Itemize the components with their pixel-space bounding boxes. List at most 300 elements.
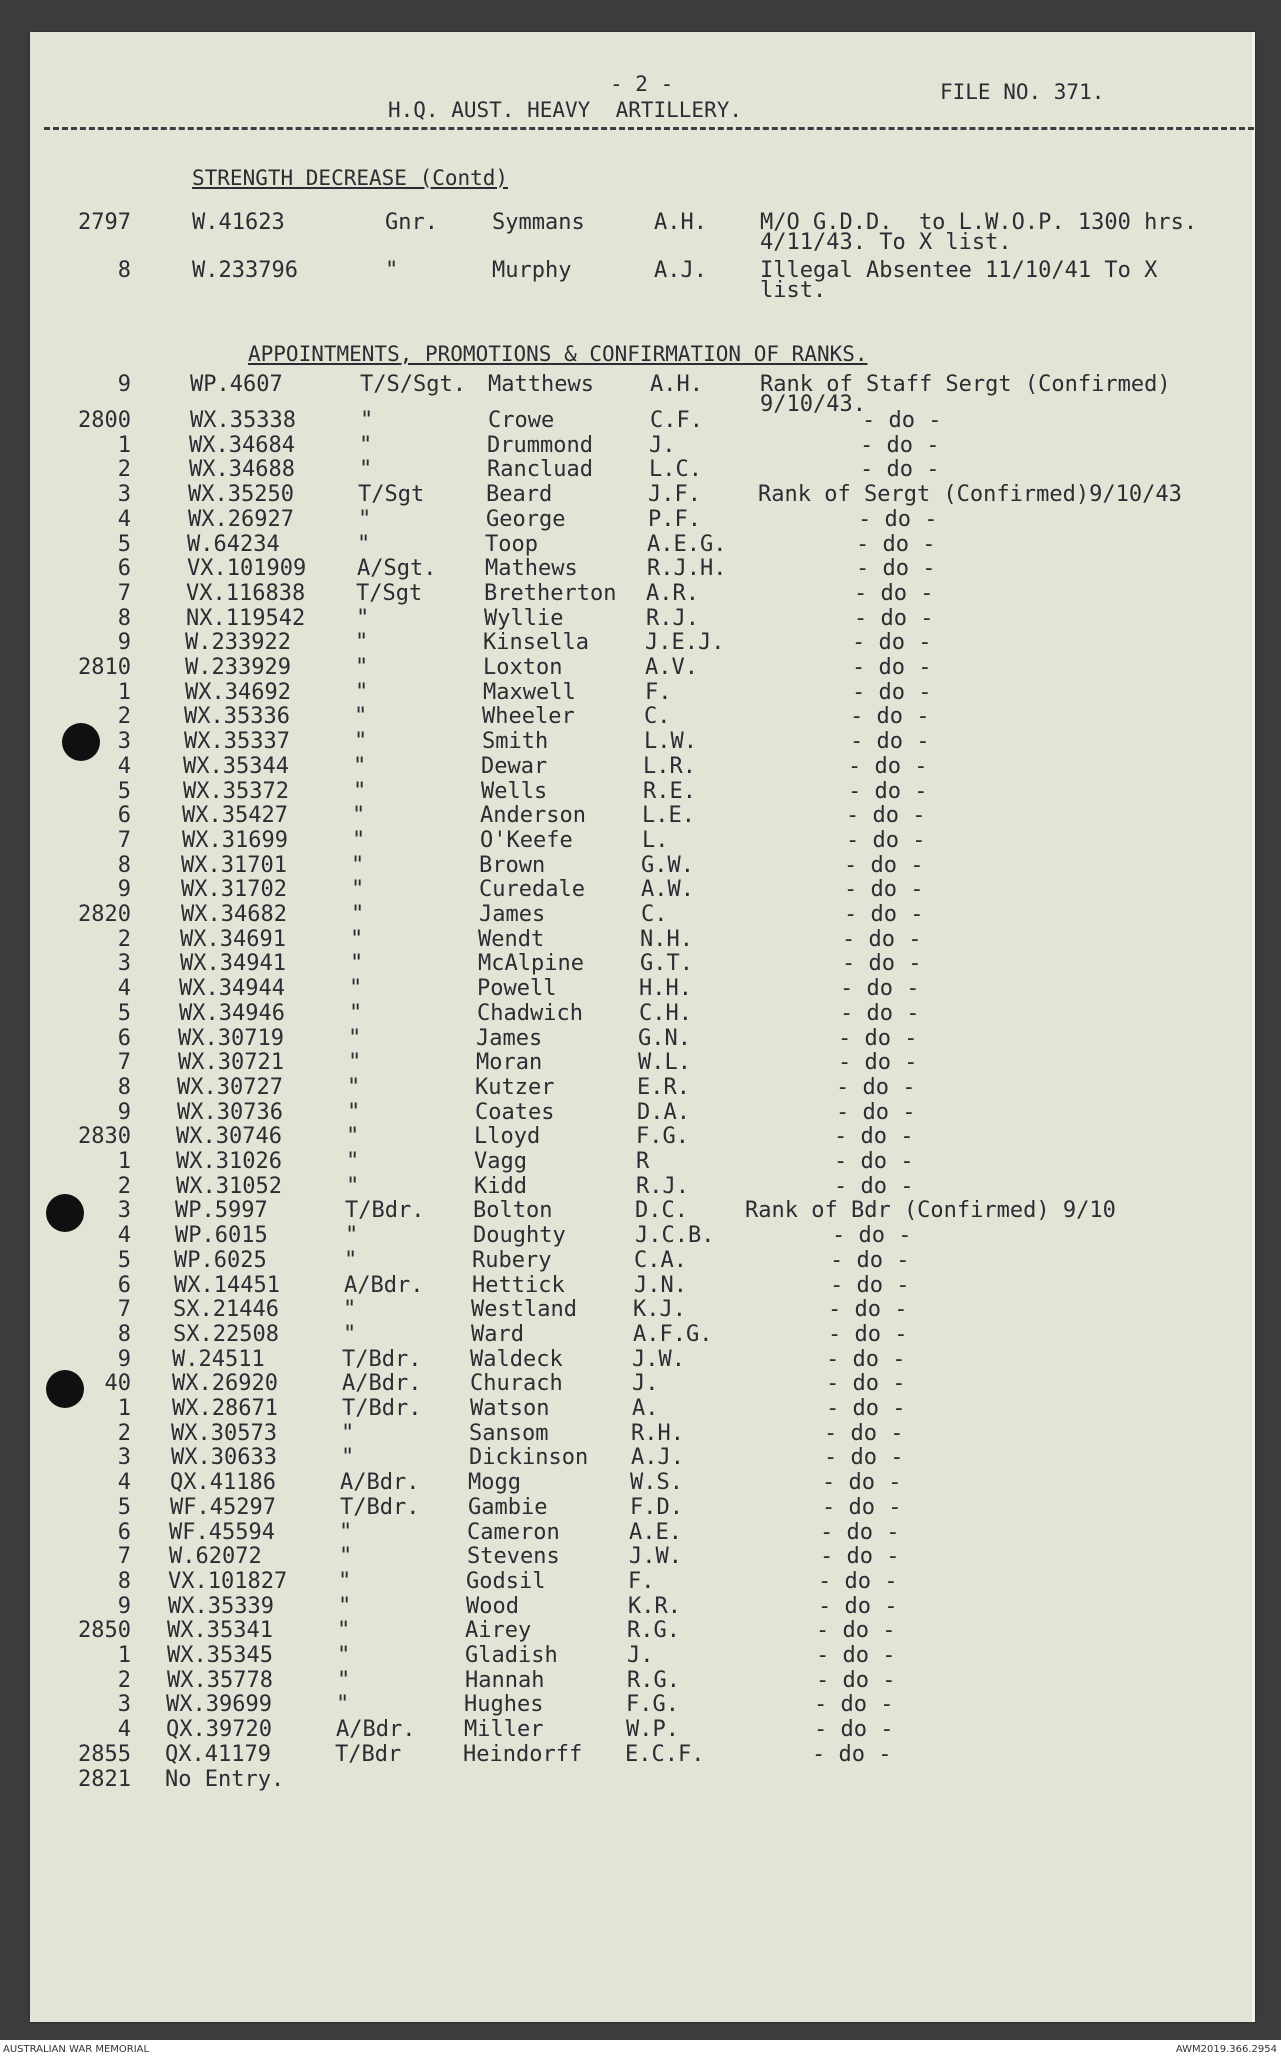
rank: " bbox=[344, 1248, 358, 1273]
serial-number: 1 bbox=[117, 1396, 131, 1421]
surname: Maxwell bbox=[483, 680, 576, 705]
surname: Powell bbox=[477, 976, 557, 1001]
ditto-mark: - do - bbox=[826, 1347, 906, 1372]
ditto-mark: - do - bbox=[830, 1248, 910, 1273]
ditto-mark: - do - bbox=[856, 532, 936, 557]
service-number: WX.35372 bbox=[183, 779, 289, 804]
service-number: WX.31702 bbox=[181, 877, 287, 902]
ditto-mark: - do - bbox=[854, 581, 934, 606]
initials: W.P. bbox=[626, 1717, 679, 1742]
ditto-mark: - do - bbox=[848, 779, 928, 804]
surname: Dickinson bbox=[469, 1445, 589, 1470]
appointment-row bbox=[30, 1174, 1252, 1199]
ditto-mark: - do - bbox=[818, 1569, 898, 1594]
rank: T/Bdr. bbox=[345, 1198, 425, 1223]
rank: " bbox=[353, 754, 367, 779]
serial-number: 8 bbox=[117, 1569, 131, 1594]
ditto-mark: - do - bbox=[816, 1668, 896, 1693]
surname: O'Keefe bbox=[480, 828, 573, 853]
service-number: WX.14451 bbox=[174, 1273, 280, 1298]
initials: J.N. bbox=[634, 1273, 687, 1298]
appointment-row bbox=[30, 1297, 1252, 1322]
serial-number: 3 bbox=[117, 729, 131, 754]
footer-archive: AUSTRALIAN WAR MEMORIAL bbox=[3, 2044, 150, 2055]
initials: F.G. bbox=[636, 1124, 689, 1149]
appointment-row bbox=[30, 1124, 1252, 1149]
surname: Crowe bbox=[488, 408, 555, 433]
surname: Godsil bbox=[466, 1569, 546, 1594]
serial-number: 8 bbox=[117, 1322, 131, 1347]
appointment-row bbox=[30, 803, 1252, 828]
initials: G.W. bbox=[641, 853, 694, 878]
service-number: VX.101827 bbox=[168, 1569, 288, 1594]
serial-number: 2 bbox=[117, 1668, 131, 1693]
initials: A.V. bbox=[645, 655, 698, 680]
appointment-row bbox=[30, 1273, 1252, 1298]
initials: F.G. bbox=[626, 1692, 679, 1717]
appointment-row bbox=[30, 630, 1252, 655]
appointment-row bbox=[30, 1322, 1252, 1347]
service-number: W.233922 bbox=[185, 630, 291, 655]
service-number: WX.26927 bbox=[188, 507, 294, 532]
serial-number: 7 bbox=[117, 1050, 131, 1075]
rank: " bbox=[337, 1668, 351, 1693]
surname: James bbox=[479, 902, 546, 927]
surname: Wendt bbox=[478, 927, 545, 952]
surname: Ward bbox=[471, 1322, 524, 1347]
ditto-mark: - do - bbox=[826, 1396, 906, 1421]
appointment-row bbox=[30, 408, 1252, 433]
appointment-row bbox=[30, 1026, 1252, 1051]
unit-title: H.Q. AUST. HEAVY ARTILLERY. bbox=[388, 98, 743, 122]
rank: " bbox=[359, 457, 373, 482]
service-number: WX.30633 bbox=[171, 1445, 277, 1470]
ditto-mark: - do - bbox=[822, 1470, 902, 1495]
appointment-row bbox=[30, 581, 1252, 606]
initials: A.F.G. bbox=[633, 1322, 713, 1347]
initials: C.H. bbox=[639, 1001, 692, 1026]
rank: A/Sgt. bbox=[357, 556, 437, 581]
service-number: WX.35337 bbox=[184, 729, 290, 754]
service-number: WX.30721 bbox=[178, 1050, 284, 1075]
appointment-row bbox=[30, 1668, 1252, 1693]
rank: " bbox=[353, 779, 367, 804]
serial-number: 9 bbox=[117, 1100, 131, 1125]
section-appointments: APPOINTMENTS, PROMOTIONS & CONFIRMATION OF RANKS. bbox=[248, 342, 868, 366]
initials: C.F. bbox=[650, 408, 703, 433]
service-number: W.64234 bbox=[187, 532, 280, 557]
serial-number: 2 bbox=[117, 704, 131, 729]
rank: " bbox=[385, 258, 399, 283]
service-number: WX.35344 bbox=[183, 754, 289, 779]
serial-number: 4 bbox=[117, 1223, 131, 1248]
appointment-row bbox=[30, 1692, 1252, 1717]
service-number: NX.119542 bbox=[186, 606, 306, 631]
ditto-mark: - do - bbox=[850, 729, 930, 754]
appointment-row bbox=[30, 1396, 1252, 1421]
service-number: SX.21446 bbox=[173, 1297, 279, 1322]
rank: " bbox=[357, 532, 371, 557]
initials: A.W. bbox=[641, 877, 694, 902]
remark-continued: 4/11/43. To X list. bbox=[760, 230, 1012, 255]
appointment-row bbox=[30, 1742, 1252, 1767]
appointment-row bbox=[30, 1248, 1252, 1273]
serial-number: 9 bbox=[117, 372, 131, 397]
surname: Churach bbox=[470, 1371, 563, 1396]
service-number: WP.6025 bbox=[174, 1248, 267, 1273]
service-number: WX.31026 bbox=[176, 1149, 282, 1174]
service-number: QX.39720 bbox=[166, 1717, 272, 1742]
surname: Smith bbox=[482, 729, 549, 754]
service-number: SX.22508 bbox=[173, 1322, 279, 1347]
appointment-row bbox=[30, 1445, 1252, 1470]
serial-number: 2 bbox=[117, 1421, 131, 1446]
rank: " bbox=[336, 1692, 350, 1717]
service-number: WX.34691 bbox=[180, 927, 286, 952]
service-number: WP.4607 bbox=[190, 372, 283, 397]
serial-number: 2 bbox=[117, 1174, 131, 1199]
initials: A.H. bbox=[654, 210, 707, 235]
rank: " bbox=[338, 1594, 352, 1619]
ditto-mark: - do - bbox=[820, 1520, 900, 1545]
rank: " bbox=[351, 853, 365, 878]
service-number: WX.30746 bbox=[176, 1124, 282, 1149]
ditto-mark: - do - bbox=[838, 1050, 918, 1075]
ditto-mark: - do - bbox=[828, 1322, 908, 1347]
service-number: WX.35250 bbox=[188, 482, 294, 507]
ditto-mark: - do - bbox=[840, 976, 920, 1001]
ditto-mark: - do - bbox=[846, 828, 926, 853]
serial-number: 1 bbox=[117, 1149, 131, 1174]
rank: " bbox=[354, 729, 368, 754]
ditto-mark: - do - bbox=[814, 1717, 894, 1742]
rank: " bbox=[343, 1322, 357, 1347]
file-number: FILE NO. 371. bbox=[940, 80, 1105, 104]
surname: Chadwich bbox=[477, 1001, 583, 1026]
surname: Brown bbox=[479, 853, 546, 878]
initials: L. bbox=[642, 828, 669, 853]
appointment-row bbox=[30, 1618, 1252, 1643]
appointment-row bbox=[30, 1569, 1252, 1594]
page-number: - 2 - bbox=[610, 72, 674, 96]
appointment-row bbox=[30, 877, 1252, 902]
ditto-mark: - do - bbox=[834, 1124, 914, 1149]
surname: Kidd bbox=[474, 1174, 527, 1199]
service-number: WP.6015 bbox=[175, 1223, 268, 1248]
surname: Toop bbox=[485, 532, 538, 557]
surname: Moran bbox=[476, 1050, 543, 1075]
initials: R bbox=[636, 1149, 650, 1174]
initials: H.H. bbox=[639, 976, 692, 1001]
surname: Mogg bbox=[468, 1470, 521, 1495]
rank: T/Sgt bbox=[356, 581, 423, 606]
appointment-row bbox=[30, 1544, 1252, 1569]
serial-number: 8 bbox=[117, 1075, 131, 1100]
initials: J.F. bbox=[648, 482, 701, 507]
initials: G.T. bbox=[640, 951, 693, 976]
surname: Kutzer bbox=[475, 1075, 555, 1100]
rank: " bbox=[354, 704, 368, 729]
appointment-row bbox=[30, 729, 1252, 754]
serial-number: 1 bbox=[117, 433, 131, 458]
serial-number: 9 bbox=[117, 877, 131, 902]
surname: Anderson bbox=[480, 803, 586, 828]
rank: " bbox=[337, 1643, 351, 1668]
service-number: WF.45594 bbox=[169, 1520, 275, 1545]
serial-number: 8 bbox=[117, 258, 131, 283]
rank: T/Bdr. bbox=[342, 1396, 422, 1421]
serial-number: 2800 bbox=[78, 408, 131, 433]
serial-number: 7 bbox=[117, 1297, 131, 1322]
serial-number: 2855 bbox=[78, 1742, 131, 1767]
rank: T/Bdr. bbox=[342, 1347, 422, 1372]
initials: C.A. bbox=[634, 1248, 687, 1273]
serial-number: 6 bbox=[117, 1273, 131, 1298]
service-number: WX.35338 bbox=[190, 408, 296, 433]
ditto-mark: - do - bbox=[834, 1149, 914, 1174]
service-number: WX.30719 bbox=[178, 1026, 284, 1051]
serial-number: 6 bbox=[117, 556, 131, 581]
serial-number: 6 bbox=[117, 803, 131, 828]
appointment-row bbox=[30, 680, 1252, 705]
surname: Wheeler bbox=[482, 704, 575, 729]
surname: Bolton bbox=[473, 1198, 553, 1223]
remark: Rank of Bdr (Confirmed) 9/10 bbox=[745, 1198, 1116, 1223]
rank: " bbox=[351, 877, 365, 902]
serial-number: 8 bbox=[117, 853, 131, 878]
service-number: WX.34688 bbox=[189, 457, 295, 482]
appointment-row bbox=[30, 433, 1252, 458]
surname: Coates bbox=[475, 1100, 555, 1125]
ditto-mark: - do - bbox=[848, 754, 928, 779]
initials: L.R. bbox=[643, 754, 696, 779]
surname: Doughty bbox=[473, 1223, 566, 1248]
rank: " bbox=[349, 1001, 363, 1026]
service-number: WF.45297 bbox=[170, 1495, 276, 1520]
service-number: WX.35778 bbox=[167, 1668, 273, 1693]
serial-number: 5 bbox=[117, 1001, 131, 1026]
appointment-row bbox=[30, 853, 1252, 878]
rank: " bbox=[348, 1026, 362, 1051]
service-number: WX.26920 bbox=[172, 1371, 278, 1396]
surname: Gladish bbox=[465, 1643, 558, 1668]
appointment-row bbox=[30, 507, 1252, 532]
surname: Wells bbox=[481, 779, 548, 804]
surname: Symmans bbox=[492, 210, 585, 235]
rank: " bbox=[355, 630, 369, 655]
initials: K.R. bbox=[628, 1594, 681, 1619]
surname: Miller bbox=[464, 1717, 544, 1742]
surname: Murphy bbox=[492, 258, 572, 283]
serial-number: 2821 bbox=[78, 1767, 131, 1792]
ditto-mark: - do - bbox=[816, 1643, 896, 1668]
appointment-row bbox=[30, 1347, 1252, 1372]
initials: E.R. bbox=[637, 1075, 690, 1100]
rank: " bbox=[345, 1223, 359, 1248]
rank: Gnr. bbox=[385, 210, 438, 235]
ditto-mark: - do - bbox=[852, 630, 932, 655]
initials: P.F. bbox=[648, 507, 701, 532]
surname: McAlpine bbox=[478, 951, 584, 976]
rank: " bbox=[348, 1050, 362, 1075]
service-number: W.24511 bbox=[172, 1347, 265, 1372]
serial-number: 40 bbox=[104, 1371, 131, 1396]
appointment-row bbox=[30, 1149, 1252, 1174]
initials: E.C.F. bbox=[625, 1742, 705, 1767]
initials: A.J. bbox=[654, 258, 707, 283]
rank: " bbox=[338, 1569, 352, 1594]
surname: Watson bbox=[470, 1396, 550, 1421]
surname: Rancluad bbox=[487, 457, 593, 482]
serial-number: 2 bbox=[117, 927, 131, 952]
surname: James bbox=[476, 1026, 543, 1051]
service-number: WX.31701 bbox=[181, 853, 287, 878]
ditto-mark: - do - bbox=[836, 1100, 916, 1125]
initials: N.H. bbox=[640, 927, 693, 952]
initials: J. bbox=[627, 1643, 654, 1668]
surname: Beard bbox=[486, 482, 553, 507]
service-number: W.62072 bbox=[169, 1544, 262, 1569]
serial-number: 7 bbox=[117, 581, 131, 606]
appointment-row bbox=[30, 556, 1252, 581]
ditto-mark: - do - bbox=[852, 680, 932, 705]
surname: Mathews bbox=[485, 556, 578, 581]
appointment-row bbox=[30, 754, 1252, 779]
serial-number: 7 bbox=[117, 828, 131, 853]
initials: R.E. bbox=[643, 779, 696, 804]
serial-number: 3 bbox=[117, 1445, 131, 1470]
service-number: WX.35341 bbox=[167, 1618, 273, 1643]
ditto-mark: - do - bbox=[828, 1297, 908, 1322]
service-number: WX.34941 bbox=[180, 951, 286, 976]
initials: A.H. bbox=[650, 372, 703, 397]
serial-number: 5 bbox=[117, 1248, 131, 1273]
ditto-mark: - do - bbox=[824, 1421, 904, 1446]
surname: Heindorff bbox=[463, 1742, 583, 1767]
surname: Bretherton bbox=[484, 581, 617, 606]
initials: R.G. bbox=[627, 1618, 680, 1643]
rank: " bbox=[346, 1174, 360, 1199]
serial-number: 5 bbox=[117, 1495, 131, 1520]
service-number: WP.5997 bbox=[175, 1198, 268, 1223]
ditto-mark: - do - bbox=[860, 457, 940, 482]
rank: " bbox=[349, 976, 363, 1001]
service-number: WX.34692 bbox=[185, 680, 291, 705]
surname: Cameron bbox=[467, 1520, 560, 1545]
ditto-mark: - do - bbox=[842, 927, 922, 952]
initials: L.C. bbox=[649, 457, 702, 482]
surname: Airey bbox=[465, 1618, 532, 1643]
service-number: WX.31699 bbox=[182, 828, 288, 853]
surname: Dewar bbox=[481, 754, 548, 779]
serial-number: 1 bbox=[117, 680, 131, 705]
service-number: WX.34684 bbox=[189, 433, 295, 458]
serial-number: 6 bbox=[117, 1520, 131, 1545]
appointment-row bbox=[30, 1520, 1252, 1545]
ditto-mark: - do - bbox=[840, 1001, 920, 1026]
document-page bbox=[30, 32, 1255, 2022]
service-number: WX.35427 bbox=[182, 803, 288, 828]
rank: " bbox=[339, 1520, 353, 1545]
appointment-row bbox=[30, 1371, 1252, 1396]
initials: L.E. bbox=[642, 803, 695, 828]
serial-number: 3 bbox=[117, 482, 131, 507]
service-number: QX.41179 bbox=[165, 1742, 271, 1767]
service-number: VX.116838 bbox=[186, 581, 306, 606]
surname: Curedale bbox=[479, 877, 585, 902]
ditto-mark: - do - bbox=[854, 606, 934, 631]
initials: D.C. bbox=[635, 1198, 688, 1223]
initials: F.D. bbox=[630, 1495, 683, 1520]
serial-number: 3 bbox=[117, 1692, 131, 1717]
initials: J.E.J. bbox=[645, 630, 725, 655]
rank: A/Bdr. bbox=[344, 1273, 424, 1298]
remark-continued: 9/10/43. bbox=[760, 392, 866, 417]
service-number: QX.41186 bbox=[170, 1470, 276, 1495]
surname: Loxton bbox=[483, 655, 563, 680]
header-rule bbox=[44, 127, 1254, 130]
appointment-row bbox=[30, 1470, 1252, 1495]
service-number: WX.31052 bbox=[176, 1174, 282, 1199]
surname: Lloyd bbox=[474, 1124, 541, 1149]
serial-number: 4 bbox=[117, 507, 131, 532]
section-strength-decrease: STRENGTH DECREASE (Contd) bbox=[192, 166, 509, 190]
ditto-mark: - do - bbox=[814, 1692, 894, 1717]
appointment-row bbox=[30, 1767, 1252, 1792]
serial-number: 2850 bbox=[78, 1618, 131, 1643]
appointment-row bbox=[30, 1495, 1252, 1520]
appointment-row bbox=[30, 655, 1252, 680]
ditto-mark: - do - bbox=[862, 408, 942, 433]
serial-number: 2820 bbox=[78, 902, 131, 927]
appointment-row bbox=[30, 1223, 1252, 1248]
serial-number: 2797 bbox=[78, 210, 131, 235]
initials: A. bbox=[632, 1396, 659, 1421]
initials: J.W. bbox=[629, 1544, 682, 1569]
service-number: VX.101909 bbox=[187, 556, 307, 581]
strength-row bbox=[30, 258, 1252, 303]
initials: R.J. bbox=[636, 1174, 689, 1199]
rank: " bbox=[337, 1618, 351, 1643]
ditto-mark: - do - bbox=[844, 902, 924, 927]
ditto-mark: - do - bbox=[816, 1618, 896, 1643]
surname: Wyllie bbox=[484, 606, 564, 631]
serial-number: 4 bbox=[117, 1717, 131, 1742]
rank: A/Bdr. bbox=[340, 1470, 420, 1495]
rank: " bbox=[358, 507, 372, 532]
surname: Rubery bbox=[472, 1248, 552, 1273]
initials: L.W. bbox=[644, 729, 697, 754]
appointment-row bbox=[30, 951, 1252, 976]
initials: A.E.G. bbox=[647, 532, 727, 557]
service-number: WX.35339 bbox=[168, 1594, 274, 1619]
strength-row bbox=[30, 210, 1252, 255]
serial-number: 4 bbox=[117, 976, 131, 1001]
surname: Kinsella bbox=[483, 630, 589, 655]
appointment-row bbox=[30, 532, 1252, 557]
footer-bar bbox=[0, 2040, 1281, 2061]
initials: D.A. bbox=[637, 1100, 690, 1125]
ditto-mark: - do - bbox=[836, 1075, 916, 1100]
appointment-row bbox=[30, 606, 1252, 631]
surname: Gambie bbox=[468, 1495, 548, 1520]
rank: " bbox=[360, 408, 374, 433]
service-number: WX.30736 bbox=[177, 1100, 283, 1125]
initials: A.R. bbox=[646, 581, 699, 606]
ditto-mark: - do - bbox=[818, 1594, 898, 1619]
service-number: No Entry. bbox=[165, 1767, 285, 1792]
ditto-mark: - do - bbox=[830, 1273, 910, 1298]
